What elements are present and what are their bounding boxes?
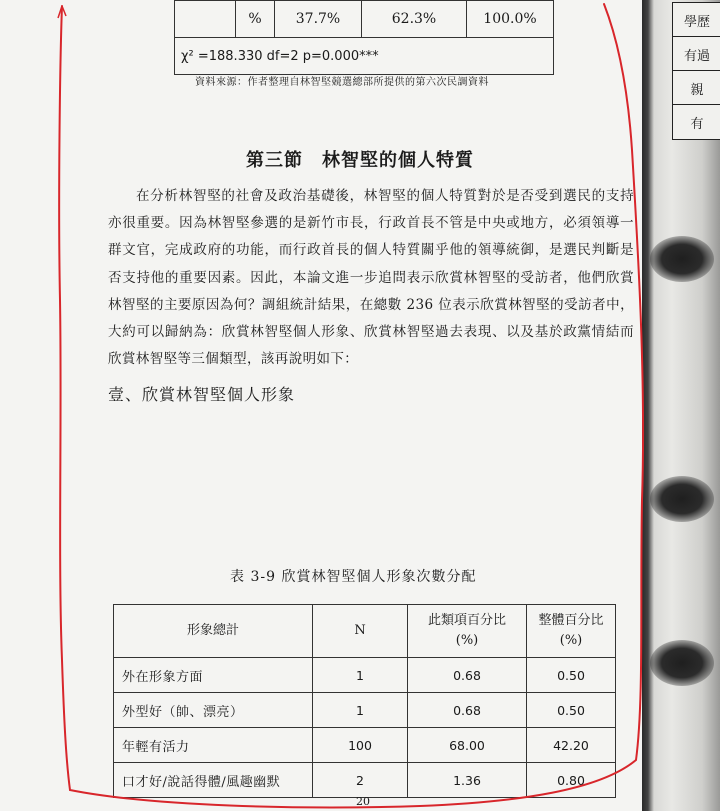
subheading: 壹、欣賞林智堅個人形象: [108, 385, 296, 404]
header-category-percent: 此類項百分比 (%): [408, 605, 527, 658]
page-number: 20: [356, 795, 370, 808]
cell: 100.0%: [467, 1, 554, 38]
row-category-percent: 68.00: [408, 728, 527, 763]
row-category-percent: 1.36: [408, 763, 527, 798]
fragment-cell: 有: [672, 104, 720, 140]
row-n: 2: [313, 763, 408, 798]
row-label: 年輕有活力: [114, 728, 313, 763]
paragraph-text: 在分析林智堅的社會及政治基礎後，林智堅的個人特質對於是否受到選民的支持亦很重要。因為林智堅參選的是新竹市長，行政首長不管是中央或地方，必須領導一群文官，完成政府的功能，而行政首長的個人特質關乎他的領導統御，是選民判斷是否支持他的重要因素。因此，本論文進一步追問表示欣賞林智堅的受訪者，他們欣賞林智堅的主要原因為何？調組統計結果，在總數 236 位表示欣賞林智堅的受訪者中，大約可以歸納為：欣賞林智堅個人形象、欣賞林智堅過去表現、以及基於政黨情結而欣賞林智堅等三個類型，該再說明如下：: [108, 188, 634, 368]
row-label: 外型好（帥、漂亮）: [114, 693, 313, 728]
row-overall-percent: 42.20: [527, 728, 616, 763]
source-note: 資料來源：作者整理自林智堅競選總部所提供的第六次民調資料: [195, 77, 489, 88]
cell: 62.3%: [362, 1, 467, 38]
row-n: 1: [313, 693, 408, 728]
fragment-cell: 學歷: [672, 2, 720, 38]
chi-square-stats: χ² =188.330 df=2 p=0.000***: [175, 38, 554, 75]
section-title: 第三節 林智堅的個人特質: [246, 150, 474, 171]
row-overall-percent: 0.50: [527, 693, 616, 728]
row-label: 外在形象方面: [114, 658, 313, 693]
table-caption: 表 3-9 欣賞林智堅個人形象次數分配: [230, 569, 477, 585]
row-label: 口才好/說話得體/風趣幽默: [114, 763, 313, 798]
cell: %: [236, 1, 275, 38]
row-overall-percent: 0.80: [527, 763, 616, 798]
cell: 37.7%: [275, 1, 362, 38]
outline-path: [59, 4, 643, 807]
fragment-cell: 有過: [672, 36, 720, 72]
header-overall-percent: 整體百分比 (%): [527, 605, 616, 658]
row-category-percent: 0.68: [408, 693, 527, 728]
row-n: 100: [313, 728, 408, 763]
header-category: 形象總計: [114, 605, 313, 658]
row-n: 1: [313, 658, 408, 693]
fragment-cell: 親: [672, 70, 720, 106]
row-category-percent: 0.68: [408, 658, 527, 693]
header-n: N: [313, 605, 408, 658]
row-overall-percent: 0.50: [527, 658, 616, 693]
